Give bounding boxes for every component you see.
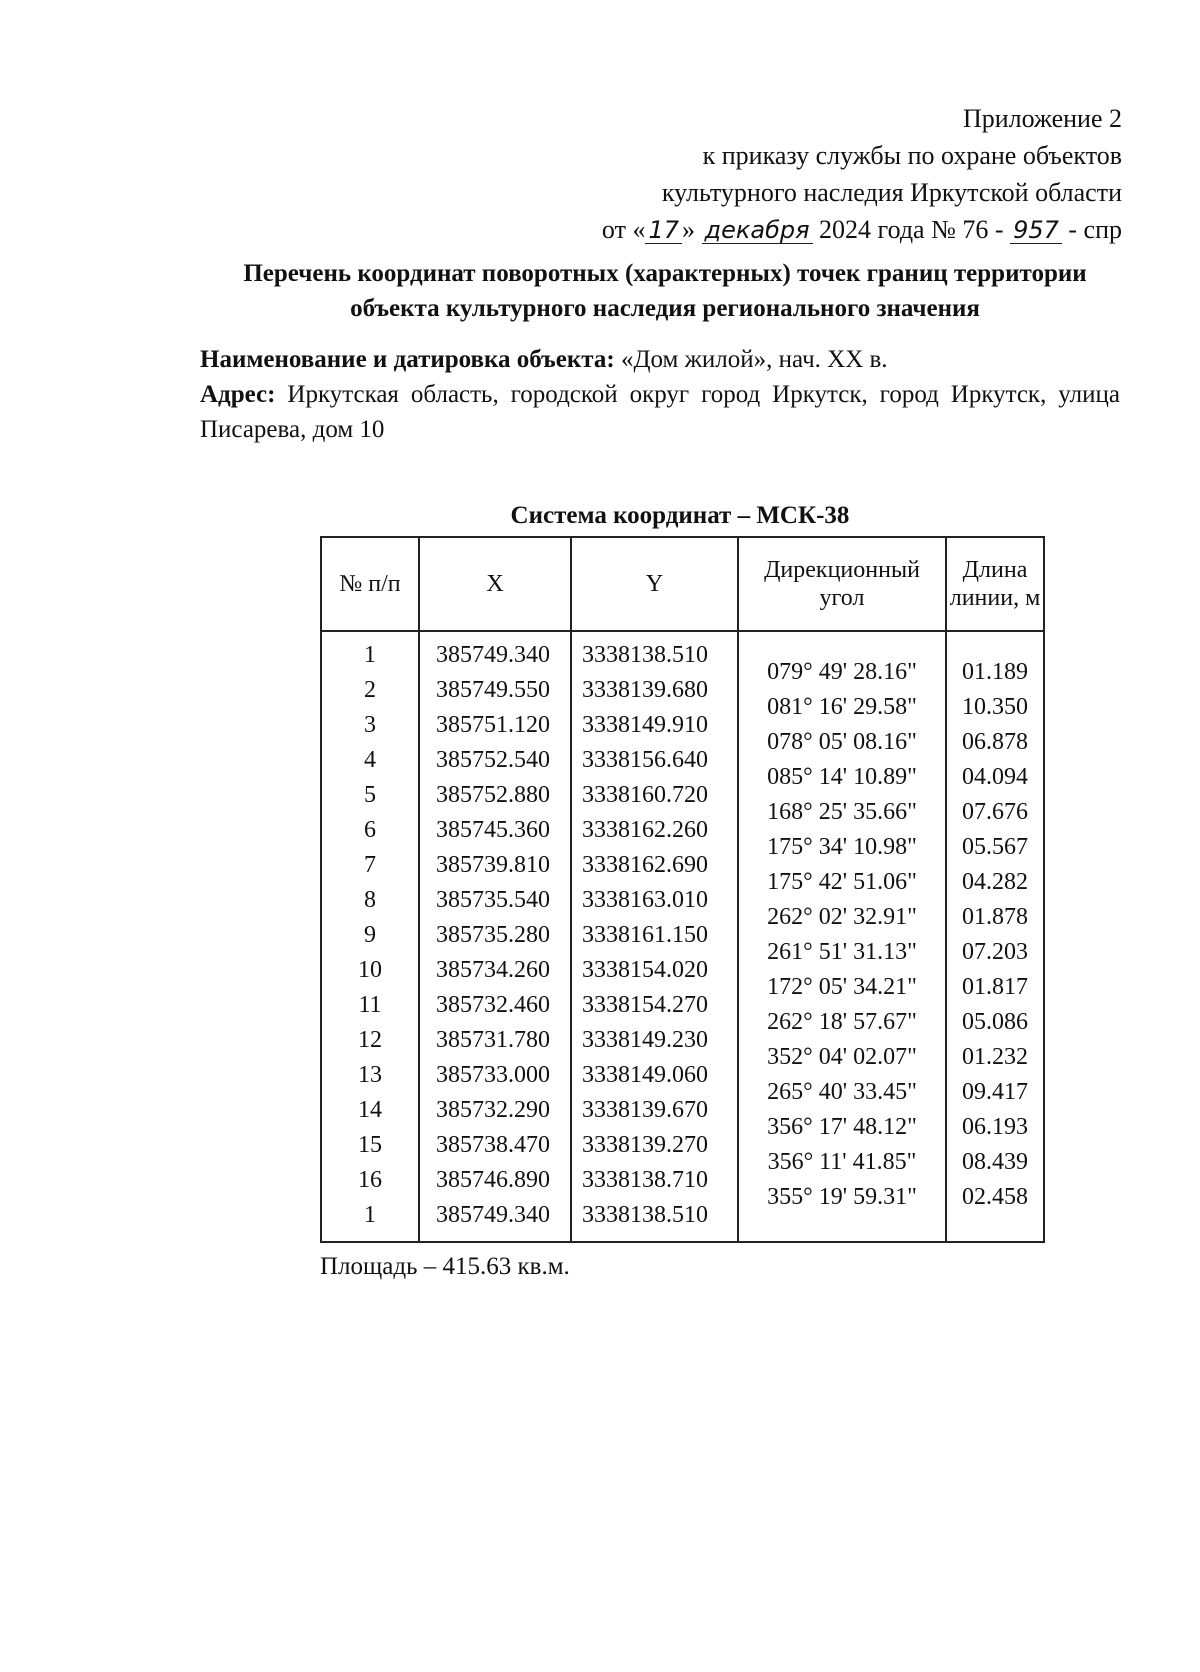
point-y: 3338162.260 (582, 817, 708, 843)
segment-angle: 079° 49' 28.16" (767, 659, 917, 685)
point-x: 385745.360 (436, 817, 550, 843)
object-address-line: Адрес: Иркутская область, городской округ город Иркутск, город Иркутск, улица Писарева, дом 10 (200, 381, 1121, 443)
document-title: Перечень координат поворотных (характерных) точек границ территории объекта культурного наследия регионального значения (243, 260, 1087, 322)
x-coordinate-column (420, 632, 570, 1241)
y-coordinate-column (572, 632, 737, 1241)
point-y: 3338160.720 (582, 782, 708, 808)
point-number: 12 (358, 1027, 382, 1053)
segment-angle: 168° 25' 35.66" (767, 799, 917, 825)
point-x: 385731.780 (436, 1027, 550, 1053)
point-y: 3338149.230 (582, 1027, 708, 1053)
segment-length: 02.458 (962, 1184, 1028, 1210)
point-number: 6 (364, 817, 376, 843)
appendix-authority-line: культурного наследия Иркутской области (661, 178, 1122, 207)
object-name-line: Наименование и датировка объекта: «Дом жилой», нач. XX в. (200, 346, 888, 373)
point-number: 15 (358, 1132, 382, 1158)
point-number-column (322, 632, 418, 1241)
segment-length: 07.676 (962, 799, 1028, 825)
point-number: 9 (364, 922, 376, 948)
appendix-number: Приложение 2 (962, 104, 1122, 133)
point-x: 385751.120 (436, 712, 550, 738)
object-info (200, 342, 1120, 447)
segment-length: 05.086 (962, 1009, 1028, 1035)
point-x: 385738.470 (436, 1132, 550, 1158)
segment-angle: 081° 16' 29.58" (767, 694, 917, 720)
handwritten-day: 17 (645, 217, 682, 244)
segment-angle: 175° 42' 51.06" (767, 869, 917, 895)
segment-length: 04.094 (962, 764, 1028, 790)
segment-length: 07.203 (962, 939, 1028, 965)
point-number: 1 (364, 642, 376, 668)
point-x: 385735.280 (436, 922, 550, 948)
segment-length: 04.282 (962, 869, 1028, 895)
segment-length: 01.817 (962, 974, 1028, 1000)
point-x: 385746.890 (436, 1167, 550, 1193)
point-y: 3338161.150 (582, 922, 708, 948)
point-x: 385733.000 (436, 1062, 550, 1088)
point-number: 7 (364, 852, 376, 878)
point-y: 3338139.670 (582, 1097, 708, 1123)
segment-length: 01.232 (962, 1044, 1028, 1070)
segment-length: 10.350 (962, 694, 1028, 720)
segment-angle: 078° 05' 08.16" (767, 729, 917, 755)
segment-length: 01.878 (962, 904, 1028, 930)
segment-length: 06.193 (962, 1114, 1028, 1140)
point-x: 385735.540 (436, 887, 550, 913)
header-x: X (419, 537, 571, 631)
header-length: Длина линии, м (946, 537, 1044, 631)
point-x: 385734.260 (436, 957, 550, 983)
point-y: 3338138.710 (582, 1167, 708, 1193)
table-header-row (321, 537, 1044, 631)
point-number: 10 (358, 957, 382, 983)
point-y: 3338163.010 (582, 887, 708, 913)
angle-column (739, 632, 945, 1223)
point-number: 14 (358, 1097, 382, 1123)
point-x: 385752.880 (436, 782, 550, 808)
point-x: 385739.810 (436, 852, 550, 878)
header-y: Y (571, 537, 738, 631)
point-y: 3338154.270 (582, 992, 708, 1018)
point-y: 3338156.640 (582, 747, 708, 773)
point-y: 3338138.510 (582, 1202, 708, 1228)
point-y: 3338162.690 (582, 852, 708, 878)
point-number: 4 (364, 747, 376, 773)
appendix-header (502, 100, 1122, 248)
appendix-date-line: от « 17 » декабря 2024 года № 76 - 957 - спр (601, 215, 1122, 244)
segment-angle: 085° 14' 10.89" (767, 764, 917, 790)
point-number: 13 (358, 1062, 382, 1088)
segment-angle: 261° 51' 31.13" (767, 939, 917, 965)
segment-angle: 175° 34' 10.98" (767, 834, 917, 860)
appendix-order-line: к приказу службы по охране объектов (702, 141, 1122, 170)
point-number: 1 (364, 1202, 376, 1228)
segment-length: 06.878 (962, 729, 1028, 755)
point-y: 3338149.910 (582, 712, 708, 738)
length-column (947, 632, 1043, 1223)
point-x: 385732.460 (436, 992, 550, 1018)
handwritten-month: декабря (702, 217, 813, 244)
segment-angle: 356° 11' 41.85" (767, 1149, 917, 1175)
segment-length: 01.189 (962, 659, 1028, 685)
point-x: 385749.340 (436, 1202, 550, 1228)
point-number: 2 (364, 677, 376, 703)
point-y: 3338138.510 (582, 642, 708, 668)
point-x: 385732.290 (436, 1097, 550, 1123)
point-y: 3338149.060 (582, 1062, 708, 1088)
segment-length: 08.439 (962, 1149, 1028, 1175)
area-value: Площадь – 415.63 кв.м. (320, 1253, 570, 1280)
point-x: 385749.340 (436, 642, 550, 668)
point-y: 3338139.680 (582, 677, 708, 703)
coordinate-system-caption: Система координат – МСК-38 (510, 502, 850, 529)
segment-angle: 262° 02' 32.91" (767, 904, 917, 930)
point-y: 3338139.270 (582, 1132, 708, 1158)
segment-angle: 172° 05' 34.21" (767, 974, 917, 1000)
segment-length: 05.567 (962, 834, 1028, 860)
segment-angle: 356° 17' 48.12" (767, 1114, 917, 1140)
point-number: 8 (364, 887, 376, 913)
header-angle: Дирекционный угол (738, 537, 946, 631)
point-number: 3 (364, 712, 376, 738)
point-number: 5 (364, 782, 376, 808)
point-number: 11 (358, 992, 382, 1018)
segment-angle: 262° 18' 57.67" (767, 1009, 917, 1035)
point-x: 385749.550 (436, 677, 550, 703)
coordinates-table (320, 536, 1045, 1243)
point-y: 3338154.020 (582, 957, 708, 983)
segment-angle: 352° 04' 02.07" (767, 1044, 917, 1070)
point-number: 16 (358, 1167, 382, 1193)
segment-angle: 265° 40' 33.45" (767, 1079, 917, 1105)
handwritten-order-number: 957 (1010, 217, 1062, 244)
header-num: № п/п (321, 537, 419, 631)
segment-angle: 355° 19' 59.31" (767, 1184, 917, 1210)
segment-length: 09.417 (962, 1079, 1028, 1105)
table-body-row (321, 631, 1044, 1242)
point-x: 385752.540 (436, 747, 550, 773)
